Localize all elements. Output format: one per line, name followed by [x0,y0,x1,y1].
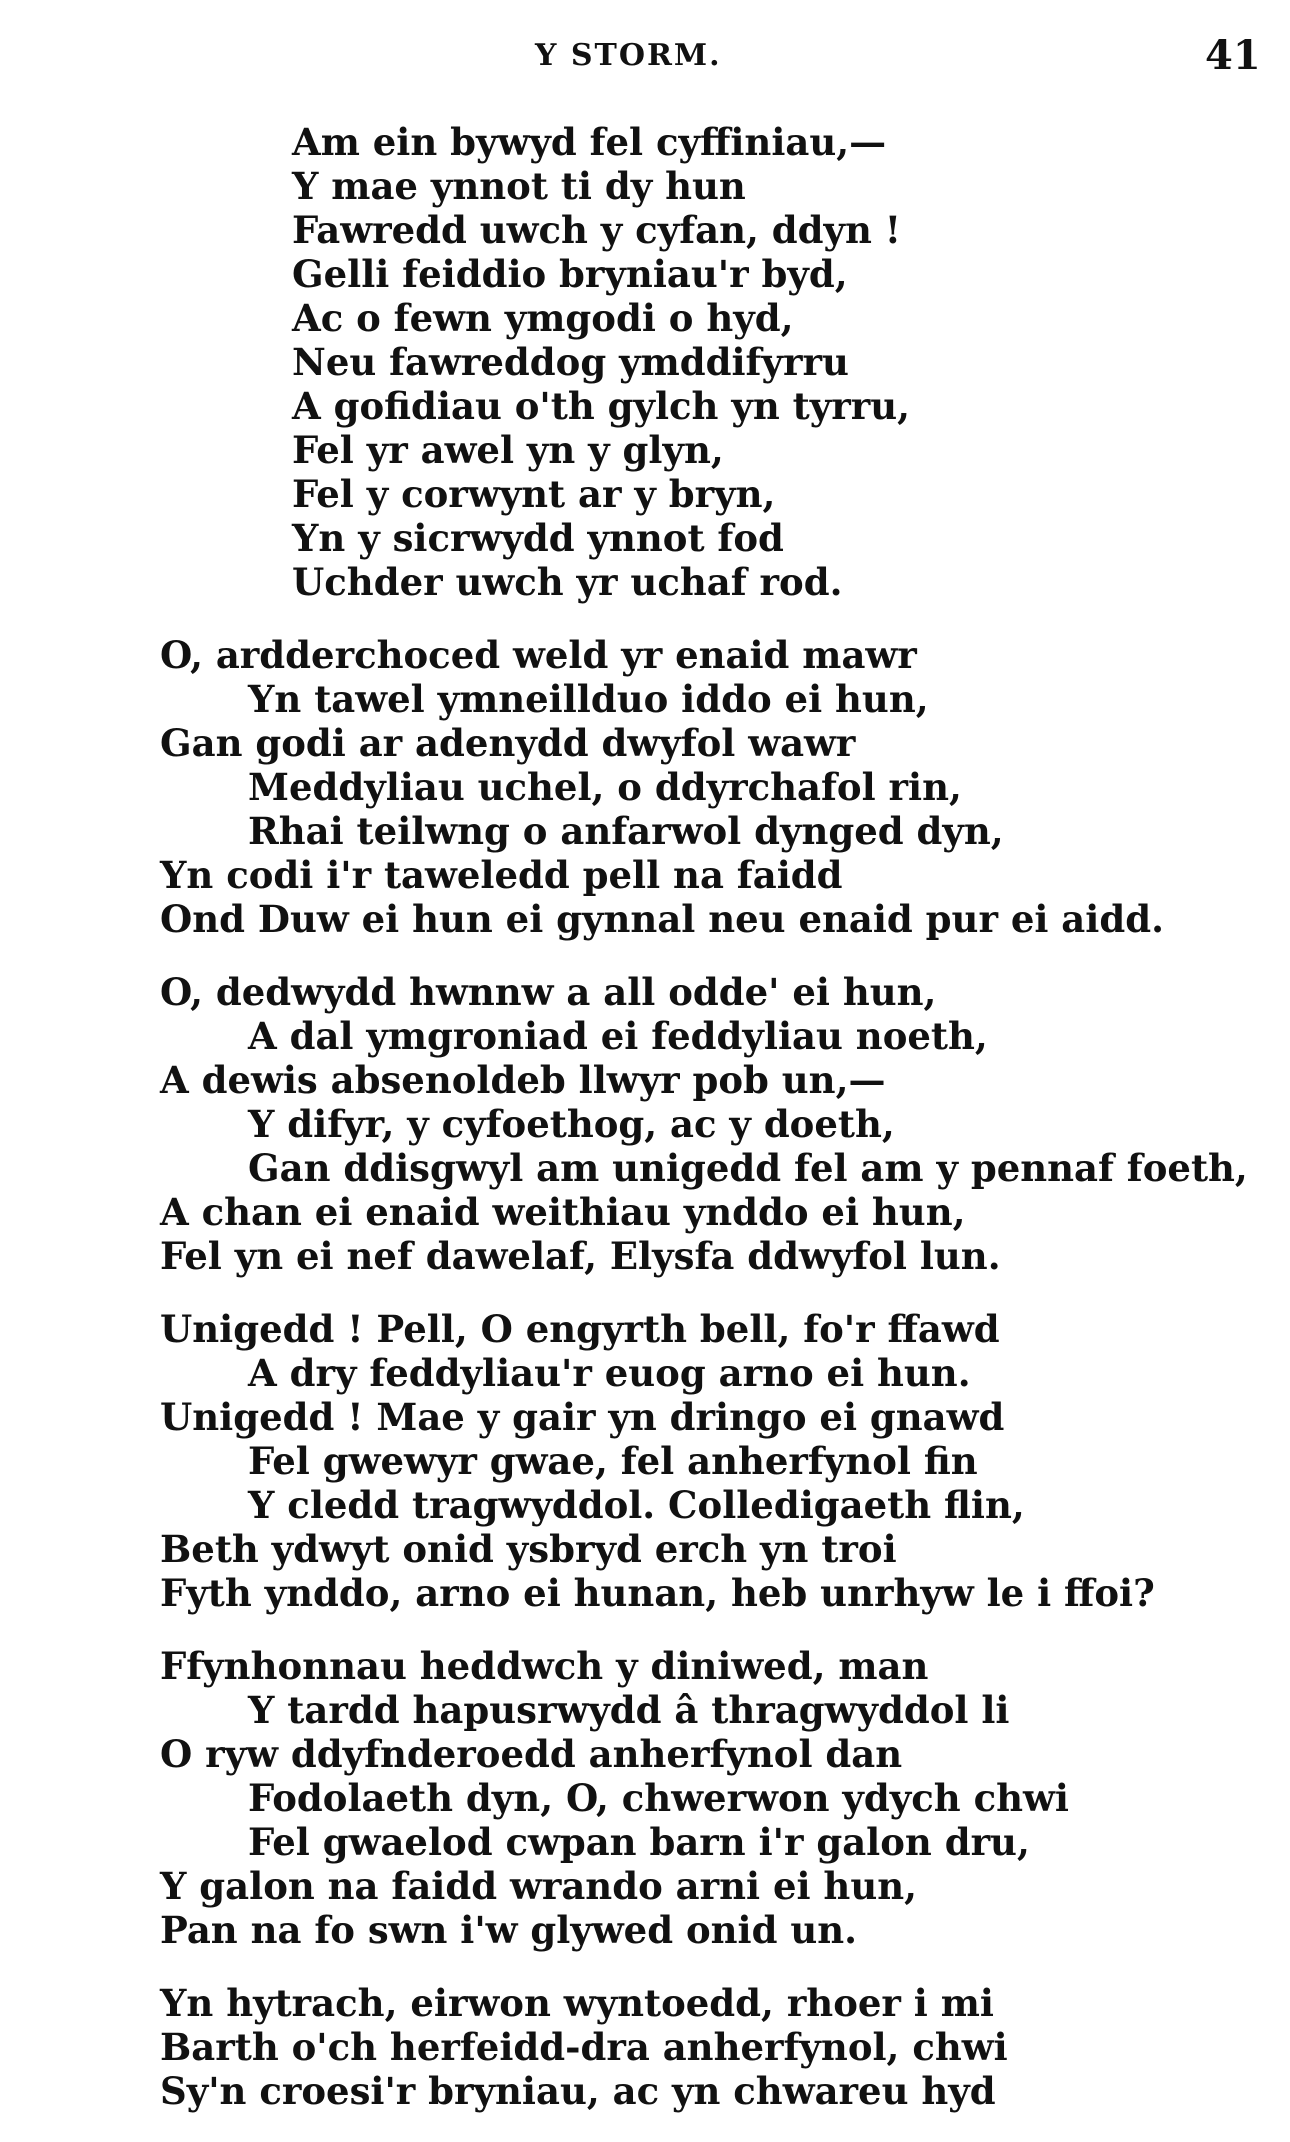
poem-line: Gelli feiddio bryniau'r byd, [292,252,848,296]
poem-line: Ac o fewn ymgodi o hyd, [292,296,794,340]
poem-line: Yn y sicrwydd ynnot fod [292,516,784,560]
poem-line: Unigedd ! Pell, O engyrth bell, fo'r ffawd [160,1307,1000,1351]
poem-line: O, ardderchoced weld yr enaid mawr [160,633,917,677]
poem-line: O, dedwydd hwnnw a all odde' ei hun, [160,970,937,1014]
stanza [160,120,1240,604]
poem-line: Y difyr, y cyfoethog, ac y doeth, [248,1102,895,1146]
poem-line: Yn codi i'r taweledd pell na faidd [160,853,843,897]
poem-line: Y cledd tragwyddol. Colledigaeth flin, [248,1483,1025,1527]
poem-line: Gan ddisgwyl am unigedd fel am y pennaf foeth, [248,1146,1248,1190]
page-number: 41 [1205,32,1261,79]
poem-line: Barth o'ch herfeidd-dra anherfynol, chwi [160,2025,1008,2069]
stanza [160,1307,1240,1615]
poem-line: Y galon na faidd wrando arni ei hun, [160,1864,918,1908]
poem-line: Sy'n croesi'r bryniau, ac yn chwareu hyd [160,2069,996,2113]
poem-body [160,120,1248,2142]
poem-line: A dewis absenoldeb llwyr pob un,— [160,1058,886,1102]
stanza [160,1981,1240,2113]
poem-line: Ffynhonnau heddwch y diniwed, man [160,1644,929,1688]
poem-line: Pan na fo swn i'w glywed onid un. [160,1908,858,1952]
poem-line: O ryw ddyfnderoedd anherfynol dan [160,1732,903,1776]
poem-line: Fel gwaelod cwpan barn i'r galon dru, [248,1820,1030,1864]
poem-line: Beth ydwyt onid ysbryd erch yn troi [160,1527,897,1571]
poem-line: Yn tawel ymneillduo iddo ei hun, [248,677,929,721]
poem-line: A gofidiau o'th gylch yn tyrru, [292,384,910,428]
poem-line: Yn hytrach, eirwon wyntoedd, rhoer i mi [160,1981,994,2025]
poem-line: A chan ei enaid weithiau ynddo ei hun, [160,1190,966,1234]
poem-line: Fodolaeth dyn, O, chwerwon ydych chwi [248,1776,1069,1820]
poem-line: Unigedd ! Mae y gair yn dringo ei gnawd [160,1395,1005,1439]
poem-line: A dry feddyliau'r euog arno ei hun. [248,1351,971,1395]
poem-line: Uchder uwch yr uchaf rod. [292,560,843,604]
running-title: Y STORM. [535,38,722,73]
poem-line: Fyth ynddo, arno ei hunan, heb unrhyw le i ffoi? [160,1571,1155,1615]
poem-line: Fel yr awel yn y glyn, [292,428,724,472]
poem-line: Meddyliau uchel, o ddyrchafol rin, [248,765,962,809]
poem-line: Fawredd uwch y cyfan, ddyn ! [292,208,902,252]
poem-line: Rhai teilwng o anfarwol dynged dyn, [248,809,1004,853]
poem-line: Gan godi ar adenydd dwyfol wawr [160,721,856,765]
poem-line: Am ein bywyd fel cyffiniau,— [292,120,887,164]
poem-line: Ond Duw ei hun ei gynnal neu enaid pur ei aidd. [160,897,1164,941]
stanza [160,970,1248,1278]
stanza [160,1644,1240,1952]
running-head [0,32,1290,79]
stanza [160,633,1240,941]
poem-line: A dal ymgroniad ei feddyliau noeth, [248,1014,988,1058]
poem-line: Neu fawreddog ymddifyrru [292,340,849,384]
poem-line: Fel y corwynt ar y bryn, [292,472,776,516]
poem-line: Fel gwewyr gwae, fel anherfynol fin [248,1439,978,1483]
poem-line: Y tardd hapusrwydd â thragwyddol li [248,1688,1010,1732]
poem-line: Y mae ynnot ti dy hun [292,164,746,208]
poem-line: Fel yn ei nef dawelaf, Elysfa ddwyfol lun. [160,1234,1001,1278]
